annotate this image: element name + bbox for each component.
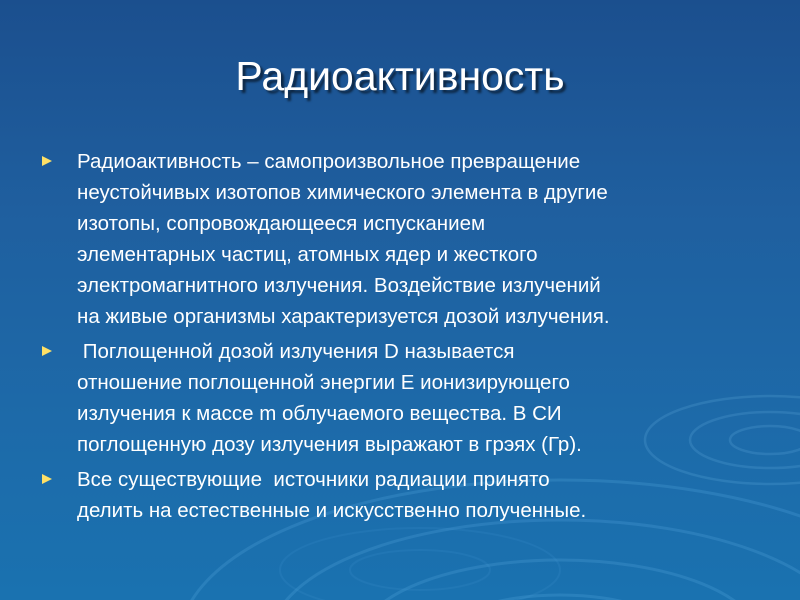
bullet-text (77, 340, 582, 456)
bullet-line: элементарных частиц, атомных ядер и жесткого (77, 243, 538, 266)
bullet-line: излучения к массе m облучаемого вещества. В СИ (77, 402, 562, 425)
bullet-line: отношение поглощенной энергии E ионизирующего (77, 371, 570, 394)
bullet-text (77, 468, 586, 522)
bullet-line: делить на естественные и искусственно полученные. (77, 499, 587, 522)
bullet-item (40, 336, 765, 460)
triangle-bullet-icon (42, 156, 52, 166)
triangle-bullet-icon (42, 474, 52, 484)
triangle-bullet-icon (42, 346, 52, 356)
bullet-line: поглощенную дозу излучения выражают в грэях (Гр). (77, 433, 582, 456)
bullet-line: изотопы, сопровождающееся испусканием (77, 212, 486, 235)
bullet-line: неустойчивых изотопов химического элемента в другие (77, 181, 608, 204)
bullet-line: на живые организмы характеризуется дозой излучения. (77, 305, 610, 328)
bullet-line: Все существующие источники радиации принято (77, 468, 550, 491)
bullet-text (77, 150, 610, 328)
bullet-line: Радиоактивность – самопроизвольное превращение (77, 150, 581, 173)
bullet-item (40, 146, 765, 332)
slide-title: Радиоактивность (235, 53, 565, 99)
bullet-item (40, 464, 765, 526)
bullet-line: электромагнитного излучения. Воздействие излучений (77, 274, 601, 297)
bullet-list (40, 146, 765, 530)
bullet-line: Поглощенной дозой излучения D называется (77, 340, 515, 363)
